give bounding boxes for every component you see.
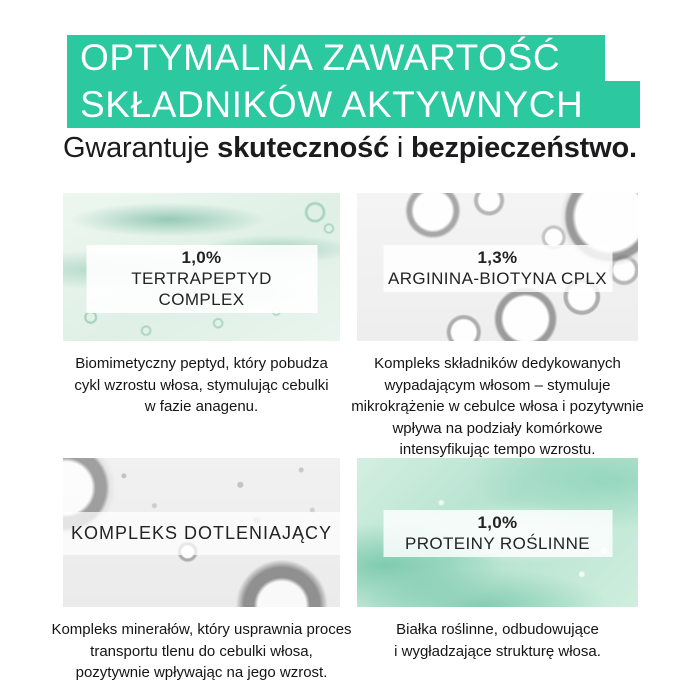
description-line: Białka roślinne, odbudowujące xyxy=(396,621,599,638)
card-kompleks-dotleniajacy xyxy=(51,458,352,684)
ingredient-label xyxy=(63,512,340,555)
header-line-1: OPTYMALNA ZAWARTOŚĆ xyxy=(67,35,605,81)
description-line: pozytywnie wpływając na jego wzrost. xyxy=(75,664,328,681)
ingredient-label xyxy=(383,510,612,557)
description-line: Kompleks składników dedykowanych xyxy=(374,355,621,372)
ingredient-name: KOMPLEKS DOTLENIAJĄCY xyxy=(70,523,333,543)
card-proteiny-roslinne xyxy=(357,458,638,662)
ingredient-name: ARGININA-BIOTYNA CPLX xyxy=(387,269,608,288)
subtitle-part-1: Gwarantuje xyxy=(63,132,218,164)
ingredient-name: PROTEINY ROŚLINNE xyxy=(404,534,591,553)
ingredient-label xyxy=(86,245,317,313)
header-line-2: SKŁADNIKÓW AKTYWNYCH xyxy=(67,81,640,128)
description-line: Biomimetyczny peptyd, który pobudza xyxy=(75,355,328,372)
description-line: mikrokrążenie w cebulce włosa i pozytywnie xyxy=(351,398,644,415)
description-line: wypadającym włosom – stymuluje xyxy=(384,376,611,394)
ingredient-name: TERTRAPEPTYD COMPLEX xyxy=(131,269,272,309)
description-line: wpływa na podziały komórkowe xyxy=(392,419,603,437)
ingredient-description xyxy=(51,619,351,684)
header-banner xyxy=(67,35,640,128)
card-tertrapeptyd-complex xyxy=(63,193,340,418)
subtitle-bold-safety: bezpieczeństwo. xyxy=(411,132,637,164)
ingredient-label xyxy=(383,245,612,292)
mint-gel-texture-photo xyxy=(63,193,340,341)
ingredient-percentage: 1,0% xyxy=(181,248,222,267)
water-bubbles-photo xyxy=(357,193,638,341)
oxygen-spheres-photo xyxy=(63,458,340,607)
description-line: transportu tlenu do cebulki włosa, xyxy=(90,642,313,660)
ingredient-percentage: 1,3% xyxy=(477,248,518,267)
description-line: w fazie anagenu. xyxy=(144,398,259,415)
description-line: Kompleks minerałów, który usprawnia proces xyxy=(51,621,352,638)
description-line: i wygładzające strukturę włosa. xyxy=(394,642,601,660)
description-line: cykl wzrostu włosa, stymulując cebulki xyxy=(74,376,329,394)
ingredient-description xyxy=(74,353,328,418)
card-arginina-biotyna xyxy=(351,193,644,461)
ingredient-description xyxy=(351,353,644,461)
subtitle-part-2: i xyxy=(389,132,412,164)
ingredient-percentage: 1,0% xyxy=(477,513,518,532)
description-line: intensyfikując tempo wzrostu. xyxy=(399,441,596,458)
ingredient-description xyxy=(394,619,601,662)
subtitle-bold-effectiveness: skuteczność xyxy=(217,132,390,164)
mint-gel-swirl-photo xyxy=(357,458,638,607)
subtitle xyxy=(63,130,653,167)
